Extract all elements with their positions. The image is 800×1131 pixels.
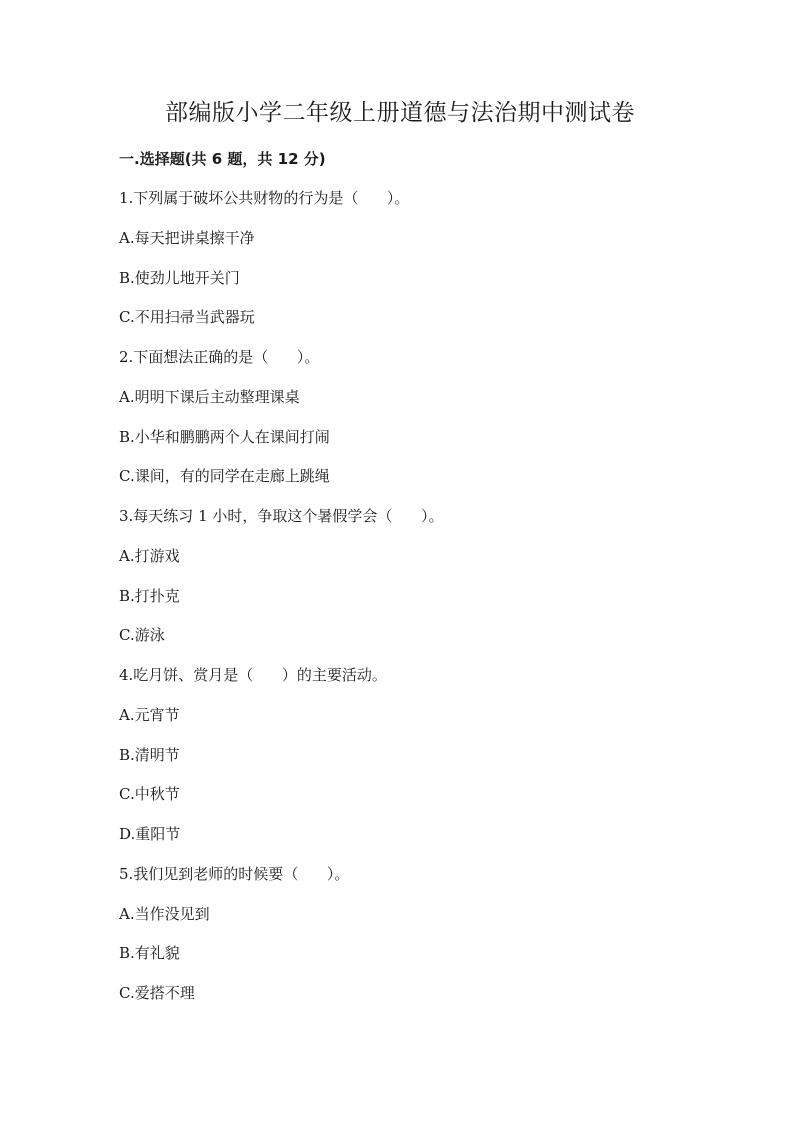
question-1-option-a: A.每天把讲桌擦干净 — [119, 229, 255, 247]
question-1-option-b: B.使劲儿地开关门 — [119, 269, 240, 287]
question-1-option-c: C.不用扫帚当武器玩 — [119, 308, 255, 326]
question-3-option-c: C.游泳 — [119, 626, 165, 644]
question-2-option-c: C.课间，有的同学在走廊上跳绳 — [119, 467, 330, 485]
document-title: 部编版小学二年级上册道德与法治期中测试卷 — [165, 100, 635, 126]
question-5-option-c: C.爱搭不理 — [119, 984, 195, 1002]
question-3-option-a: A.打游戏 — [119, 547, 180, 565]
question-3-option-b: B.打扑克 — [119, 587, 180, 605]
question-4-option-a: A.元宵节 — [119, 706, 180, 724]
question-4-option-b: B.清明节 — [119, 746, 180, 764]
question-4-stem: 4.吃月饼、赏月是（ ）的主要活动。 — [119, 666, 387, 684]
question-2-option-a: A.明明下课后主动整理课桌 — [119, 388, 300, 406]
question-4-option-d: D.重阳节 — [119, 825, 181, 843]
question-5-stem: 5.我们见到老师的时候要（ ）。 — [119, 865, 350, 883]
question-2-stem: 2.下面想法正确的是（ ）。 — [119, 348, 320, 366]
question-4-option-c: C.中秋节 — [119, 785, 180, 803]
question-1-stem: 1.下列属于破坏公共财物的行为是（ ）。 — [119, 189, 410, 207]
section-heading: 一.选择题(共 6 题，共 12 分) — [119, 150, 326, 168]
question-5-option-a: A.当作没见到 — [119, 905, 210, 923]
question-3-stem: 3.每天练习 1 小时，争取这个暑假学会（ ）。 — [119, 507, 444, 525]
question-2-option-b: B.小华和鹏鹏两个人在课间打闹 — [119, 428, 330, 446]
question-5-option-b: B.有礼貌 — [119, 944, 180, 962]
